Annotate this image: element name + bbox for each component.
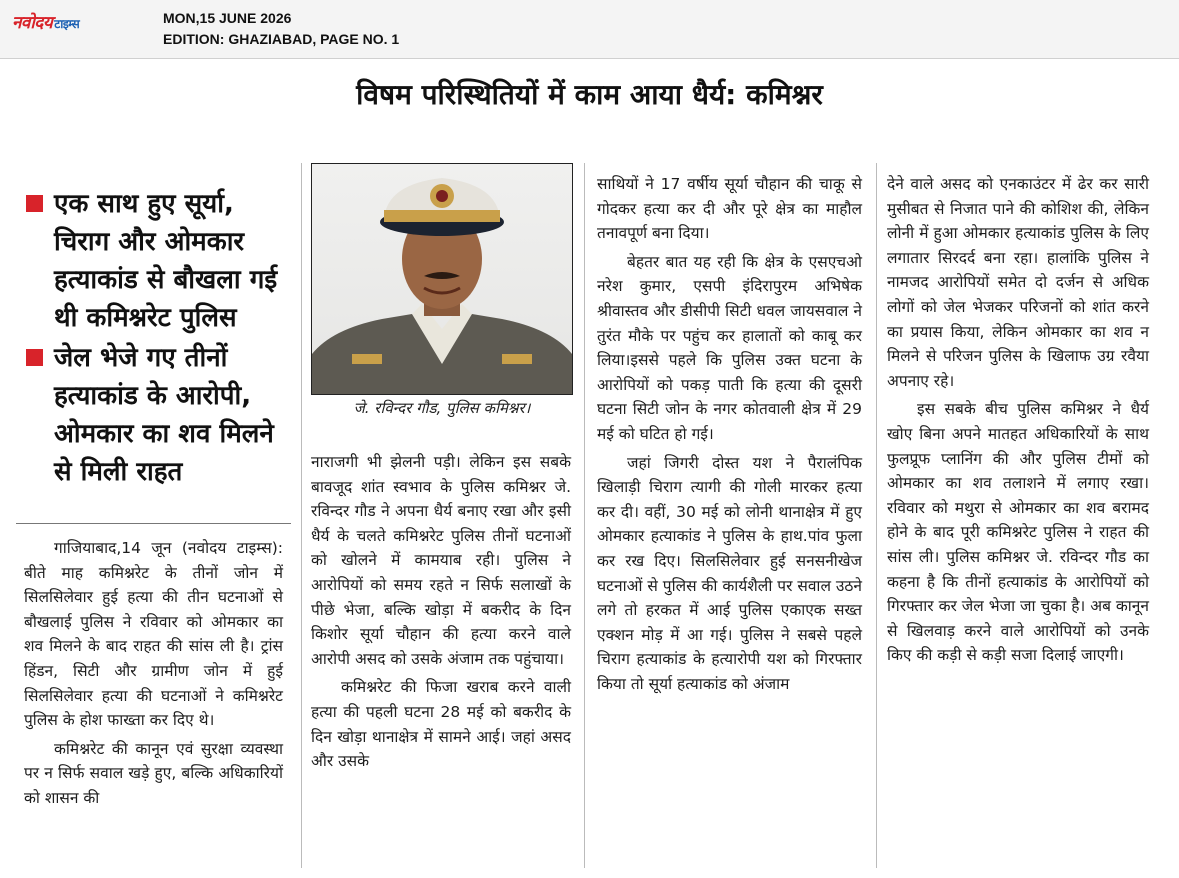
- edition-info: [163, 8, 399, 50]
- article-column-1: [24, 536, 283, 815]
- divider: [16, 523, 291, 524]
- article-column-3: [597, 172, 862, 700]
- paragraph: नाराजगी भी झेलनी पड़ी। लेकिन इस सबके बावजूद शांत स्वभाव के पुलिस कमिश्नर जे. रविन्दर गौड ने अपना धैर्य बनाए रखा और इसी धैर्य के चलते कमिश्नरेट पुलिस तीनों घटनाओं को खोलने में कामयाब रही। पुलिस ने आरोपियों को समय रहते न सिर्फ सलाखों के पीछे भेजा, बल्कि खोड़ा में बकरीद के दिन किशोर सूर्या चौहान की हत्या करने वाले आरोपी असद को उसके अंजाम तक पहुंचाया।: [311, 453, 571, 668]
- portrait-illustration: [312, 164, 572, 394]
- highlight-text: एक साथ हुए सूर्या, चिराग और ओमकार हत्याकांड से बौखला गई थी कमिश्नरेट पुलिस: [54, 189, 278, 333]
- masthead-bar: [0, 0, 1179, 59]
- edition-page: EDITION: GHAZIABAD, PAGE NO. 1: [163, 31, 400, 47]
- commissioner-photo: [311, 163, 573, 395]
- paragraph: बेहतर बात यह रही कि क्षेत्र के एसएचओ नरेश कुमार, एसपी इंदिरापुरम अभिषेक श्रीवास्तव और डीसीपी सिटी धवल जायसवाल ने तुरंत मौके पर पहुंच कर हालातों को काबू कर लिया।इससे पहले कि पुलिस उक्त घटना के आरोपियों को पकड़ पाती कि हत्या की दूसरी घटना सिटी जोन के नगर कोतवाली क्षेत्र में 29 मई को घटित हो गई।: [597, 252, 862, 443]
- issue-date: MON,15 JUNE 2026: [163, 10, 292, 26]
- column-divider: [301, 163, 302, 868]
- highlight-text: जेल भेजे गए तीनों हत्याकांड के आरोपी, ओमकार का शव मिलने से मिली राहत: [54, 343, 274, 487]
- photo-caption: जे. रविन्दर गौड, पुलिस कमिश्नर।: [353, 399, 531, 417]
- column-divider: [876, 163, 877, 868]
- highlight-item: [16, 185, 291, 337]
- paragraph: जहां जिगरी दोस्त यश ने पैरालंपिक खिलाड़ी चिराग त्यागी की गोली मारकर हत्या कर दी। वहीं, 30 मई को लोनी थानाक्षेत्र में हुए ओमकार हत्याकांड ने पुलिस के हाथ.पांव फुला कर रख दिए। सिलसिलेवार हुई सनसनीखेज घटनाओं से पुलिस की कार्यशैली पर सवाल उठने लगे तो हरकत में आई पुलिस एकाएक सख्त एक्शन मोड़ में आ गई। पुलिस ने सबसे पहले चिराग हत्याकांड के हत्यारोपी यश को गिरफ्तार किया तो सूर्या हत्याकांड को अंजाम: [597, 453, 862, 693]
- paragraph: देने वाले असद को एनकाउंटर में ढेर कर सारी मुसीबत से निजात पाने की कोशिश की, लेकिन लोनी में हुआ ओमकार हत्याकांड पुलिस के लिए लगातार सिरदर्द बना रहा। हालांकि पुलिस ने नामजद आरोपियों समेत दो दर्जन से अधिक लोगों को जेल भेजकर परिजनों को शांत करने का प्रयास किया, लेकिन ओमकार का शव न मिलने से परिजन पुलिस के खिलाफ उग्र रवैया अपनाए रहे।: [887, 175, 1149, 390]
- article-headline: विषम परिस्थितियों में काम आया धैर्य: कमिश्नर: [356, 78, 823, 111]
- highlight-item: [16, 339, 291, 491]
- bullet-square-icon: [26, 195, 43, 212]
- newspaper-logo: [12, 10, 79, 33]
- paragraph: साथियों ने 17 वर्षीय सूर्या चौहान की चाकू से गोदकर हत्या कर दी और पूरे क्षेत्र का माहौल तनावपूर्ण बना दिया।: [597, 175, 862, 243]
- highlights-box: [16, 185, 291, 493]
- article-column-4: [887, 172, 1149, 672]
- paragraph: कमिश्नरेट की फिजा खराब करने वाली हत्या की पहली घटना 28 मई को बकरीद के दिन खोड़ा थानाक्षेत्र में सामने आई। जहां असद और उसके: [311, 678, 571, 771]
- article-column-2: [311, 450, 571, 778]
- paragraph: इस सबके बीच पुलिस कमिश्नर ने धैर्य खोए बिना अपने मातहत अधिकारियों के साथ फुलप्रूफ प्लानिंग की और पुलिस टीमों को ओमकार का शव तलाशने में लगाए रखा। रविवार को मथुरा से ओमकार का शव बरामद होने के बाद पूरी कमिश्नरेट पुलिस ने राहत की सांस ली। पुलिस कमिश्नर जे. रविन्दर गौड का कहना है कि तीनों हत्याकांड के आरोपियों को गिरफ्तार कर जेल भेजा जा चुका है। अब कानून से खिलवाड़ करने वाले आरोपियों को उनके किए की कड़ी से कड़ी सजा दिलाई जाएगी।: [887, 400, 1149, 665]
- paragraph: कमिश्नरेट की कानून एवं सुरक्षा व्यवस्था पर न सिर्फ सवाल खड़े हुए, बल्कि अधिकारियों को शासन की: [24, 739, 283, 807]
- logo-sub-text: टाइम्स: [54, 17, 80, 31]
- paragraph: गाजियाबाद,14 जून (नवोदय टाइम्स): बीते माह कमिश्नरेट के तीनों जोन में सिलसिलेवार हुई हत्या की तीन घटनाओं से बौखलाई पुलिस ने रविवार को ओमकार का शव मिलने के बाद राहत की सांस ली है। ट्रांस हिंडन, सिटी और ग्रामीण जोन में हुई सिलसिलेवार हत्या की घटनाओं ने कमिश्नरेट पुलिस के होश फाख्ता कर दिए थे।: [24, 539, 283, 730]
- logo-main-text: नवोदय: [12, 13, 53, 33]
- column-divider: [584, 163, 585, 868]
- bullet-square-icon: [26, 349, 43, 366]
